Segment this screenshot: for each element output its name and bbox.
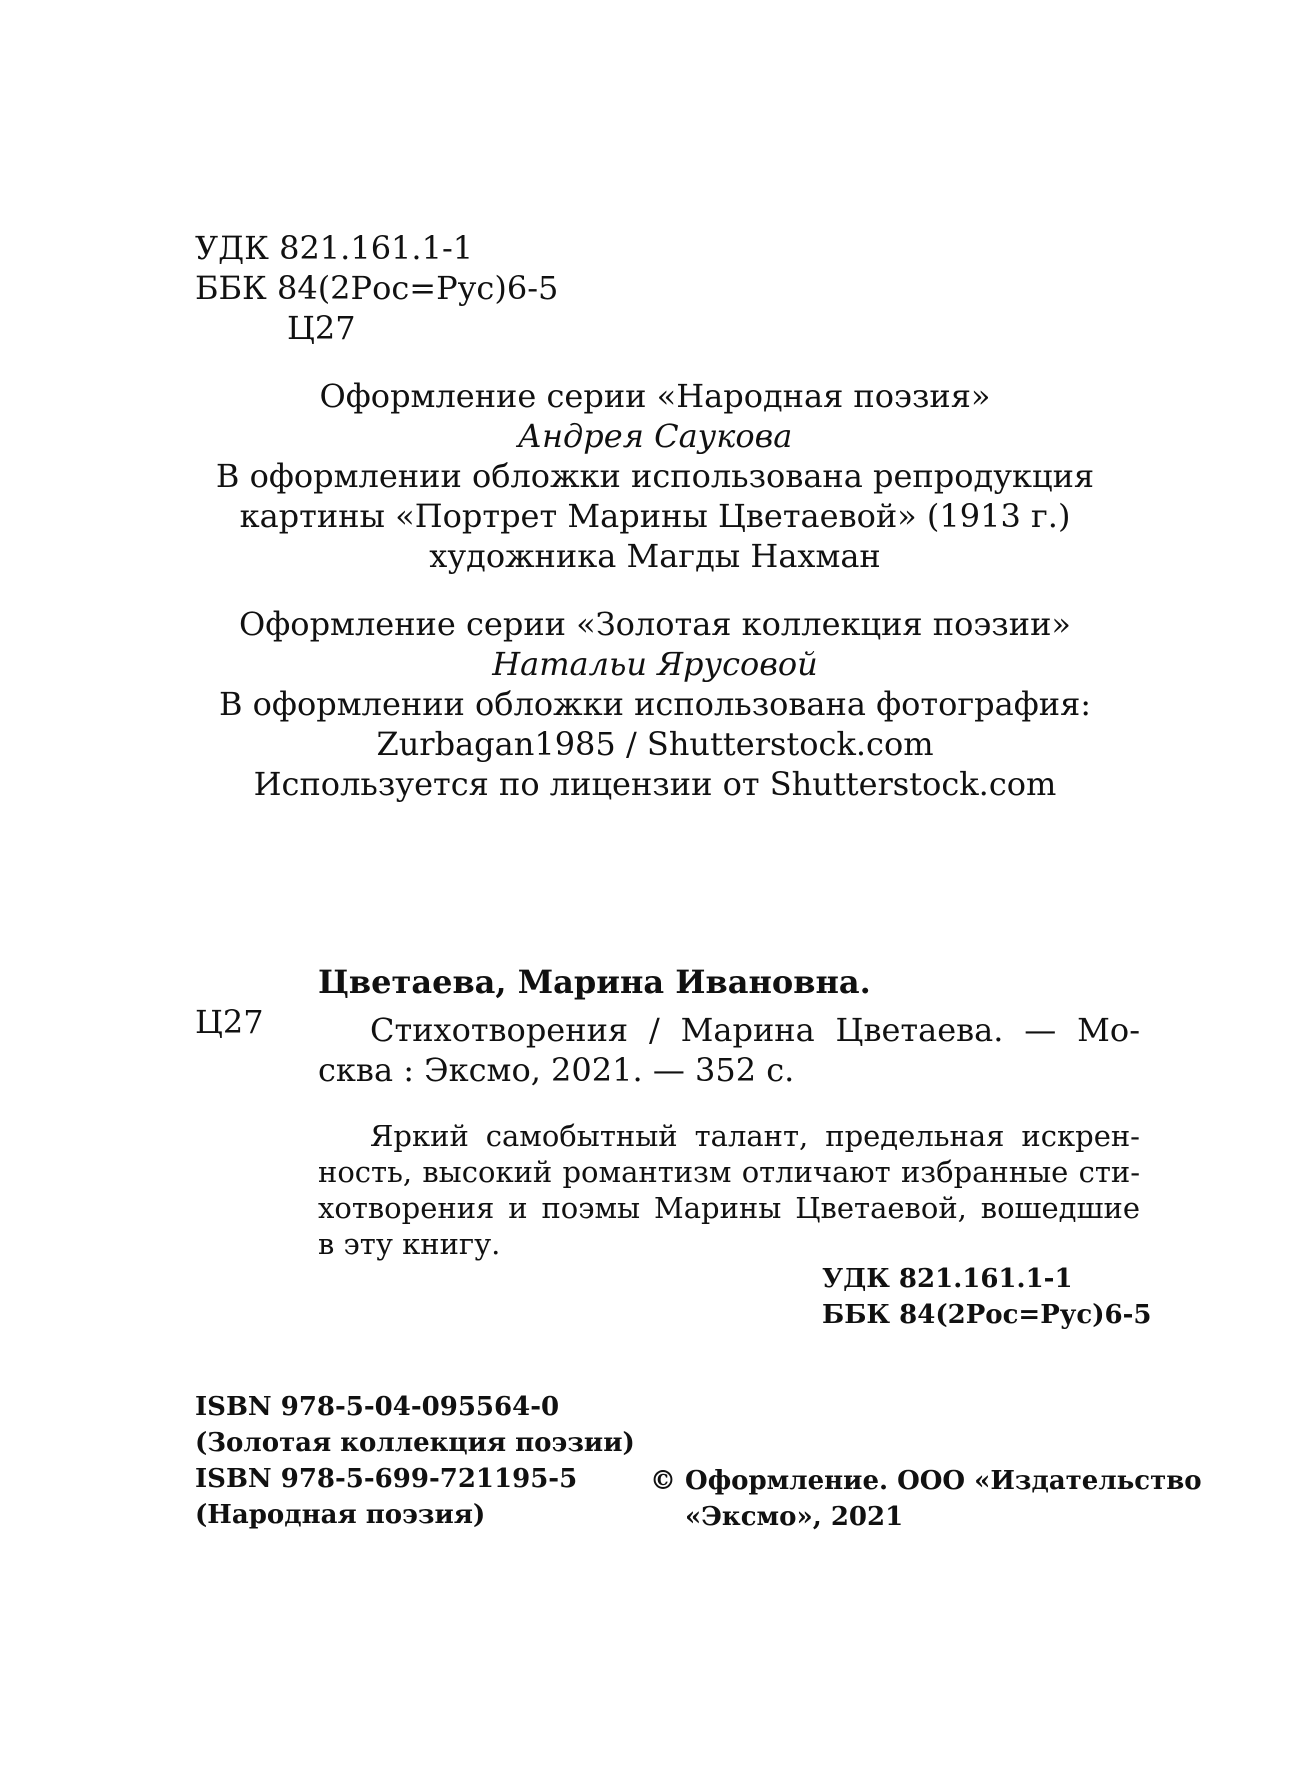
abstract-line: в эту книгу. [318, 1227, 501, 1261]
abstract-line: хотворения и поэмы Марины Цветаевой, вошедшие [318, 1191, 1140, 1225]
isbn-1: ISBN 978-5-04-095564-0 [195, 1392, 560, 1422]
bbk-code: ББК 84(2Рос=Рус)6-5 [195, 269, 559, 307]
copyright-line-1: © Оформление. ООО «Издательство [650, 1466, 1202, 1496]
udk-code: УДК 821.161.1-1 [195, 229, 474, 267]
photo-credit-line: Zurbagan1985 / Shutterstock.com [376, 725, 934, 763]
isbn-2: ISBN 978-5-699-721195-5 [195, 1464, 578, 1494]
card-bbk: ББК 84(2Рос=Рус)6-5 [822, 1300, 1152, 1330]
isbn-1-series: (Золотая коллекция поэзии) [195, 1428, 635, 1458]
title-line [318, 1010, 1140, 1050]
author-mark: Ц27 [287, 309, 356, 347]
painting-line: картины «Портрет Марины Цветаевой» (1913 г.) [239, 497, 1071, 535]
isbn-2-series: (Народная поэзия) [195, 1500, 486, 1530]
cover-photo-line: В оформлении обложки использована фотография: [218, 685, 1092, 723]
credits-block-2 [200, 604, 1110, 804]
series-design-line: Оформление серии «Народная поэзия» [319, 377, 991, 415]
card-author-mark: Ц27 [195, 1003, 264, 1041]
artist-line: художника Магды Нахман [429, 537, 881, 575]
series-designer: Андрея Саукова [517, 417, 793, 455]
abstract-line: ность, высокий романтизм отличают избранные сти- [318, 1155, 1140, 1189]
series-designer: Натальи Ярусовой [492, 645, 818, 683]
license-line: Используется по лицензии от Shutterstock.com [253, 765, 1057, 803]
title-line-1: Стихотворения / Марина Цветаева. — Мо- [370, 1011, 1140, 1049]
series-design-line: Оформление серии «Золотая коллекция поэзии» [239, 605, 1071, 643]
card-udk: УДК 821.161.1-1 [822, 1264, 1073, 1294]
title-line-2: сква : Эксмо, 2021. — 352 с. [318, 1051, 795, 1089]
copyright-line-2: «Эксмо», 2021 [685, 1502, 904, 1532]
abstract [318, 1118, 1140, 1262]
credits-block-1 [200, 376, 1110, 576]
cover-note-line: В оформлении обложки использована репродукция [215, 457, 1095, 495]
abstract-line: Яркий самобытный талант, предельная искрен- [370, 1119, 1140, 1153]
author-heading: Цветаева, Марина Ивановна. [318, 963, 871, 1001]
